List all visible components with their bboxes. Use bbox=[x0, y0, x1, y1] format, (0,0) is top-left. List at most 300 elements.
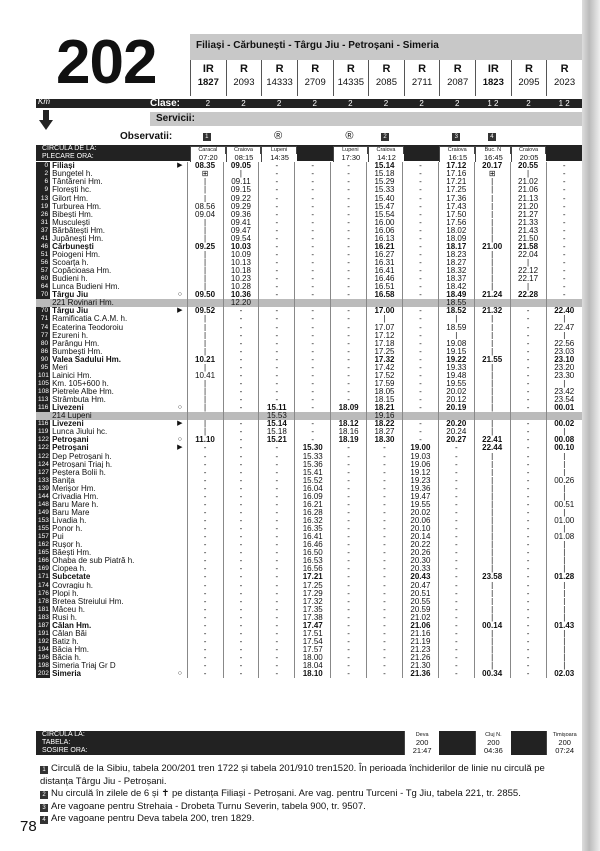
time-cell: 17.56 bbox=[438, 218, 474, 226]
time-cell: | bbox=[187, 388, 223, 396]
km-marker: 74 bbox=[36, 323, 50, 331]
station-marker-icon bbox=[173, 517, 187, 525]
class-value: 2 bbox=[383, 99, 389, 108]
train-number: 14335 bbox=[337, 77, 365, 88]
station-row bbox=[36, 662, 582, 670]
note-mark-icon: 2 bbox=[40, 791, 48, 799]
time-cell: 18.04 bbox=[295, 662, 331, 670]
station-row bbox=[36, 589, 582, 597]
time-cell bbox=[187, 299, 223, 307]
to-label: CIRCULA LA: bbox=[42, 731, 85, 738]
train-column-5 bbox=[368, 60, 404, 96]
time-cell: 16.41 bbox=[295, 533, 331, 541]
time-cell: - bbox=[367, 533, 403, 541]
time-cell: 09.15 bbox=[223, 186, 259, 194]
time-cell: | bbox=[474, 646, 510, 654]
class-value: 1 2 bbox=[487, 99, 499, 108]
time-cell: 17.18 bbox=[367, 339, 403, 347]
time-cell: | bbox=[187, 331, 223, 339]
time-cell: | bbox=[510, 170, 546, 178]
time-cell: | bbox=[474, 557, 510, 565]
km-marker: 119 bbox=[38, 428, 49, 436]
time-cell: | bbox=[546, 485, 582, 493]
time-cell: | bbox=[546, 597, 582, 605]
time-cell: - bbox=[438, 533, 474, 541]
train-category: R bbox=[453, 63, 462, 75]
km-marker: 86 bbox=[36, 347, 50, 355]
time-cell: - bbox=[367, 614, 403, 622]
note-mark-icon: 4 bbox=[40, 816, 48, 824]
destination-station: Deva bbox=[404, 731, 440, 739]
time-cell: - bbox=[438, 452, 474, 460]
time-cell: - bbox=[402, 275, 438, 283]
station-name: Covragiu h. bbox=[52, 581, 94, 590]
time-cell: - bbox=[331, 614, 367, 622]
time-cell: | bbox=[474, 589, 510, 597]
time-cell: - bbox=[259, 372, 295, 380]
station-name: Bibești Hm. bbox=[52, 210, 93, 219]
time-cell: 20.27 bbox=[438, 436, 474, 444]
time-cell: - bbox=[546, 251, 582, 259]
station-name: Merișor Hm. bbox=[52, 484, 96, 493]
time-cell: 16.50 bbox=[295, 549, 331, 557]
station-row bbox=[36, 291, 582, 299]
time-cell: | bbox=[546, 380, 582, 388]
time-cell: 17.43 bbox=[438, 202, 474, 210]
time-cell: - bbox=[367, 468, 403, 476]
km-marker: 90 bbox=[36, 356, 50, 364]
time-cell: | bbox=[510, 259, 546, 267]
time-cell: - bbox=[510, 396, 546, 404]
time-cell: | bbox=[187, 396, 223, 404]
time-cell: 01.28 bbox=[546, 573, 582, 581]
time-cell: - bbox=[223, 597, 259, 605]
time-cell: 12.20 bbox=[223, 299, 259, 307]
time-cell: - bbox=[223, 501, 259, 509]
time-cell: 10.18 bbox=[223, 267, 259, 275]
time-cell: - bbox=[187, 630, 223, 638]
km-marker: 116 bbox=[38, 420, 49, 428]
time-cell: 18.55 bbox=[438, 299, 474, 307]
observation-note-icon: 2 bbox=[381, 133, 389, 141]
time-cell: - bbox=[402, 227, 438, 235]
departure-label: PLECARE ORA: bbox=[42, 153, 94, 160]
time-cell: 20.47 bbox=[402, 581, 438, 589]
time-cell: - bbox=[402, 380, 438, 388]
observation-note-icon: 4 bbox=[488, 133, 496, 141]
time-cell: - bbox=[331, 315, 367, 323]
time-cell: | bbox=[223, 170, 259, 178]
time-cell: - bbox=[187, 662, 223, 670]
time-cell: 10.36 bbox=[223, 291, 259, 299]
time-cell: - bbox=[367, 557, 403, 565]
timetable bbox=[36, 162, 582, 678]
origin-station: Craiova bbox=[511, 146, 547, 155]
station-name: Crivadia Hm. bbox=[52, 492, 99, 501]
station-marker-icon bbox=[173, 372, 187, 380]
time-cell: - bbox=[331, 323, 367, 331]
time-cell: - bbox=[223, 614, 259, 622]
time-cell: | bbox=[546, 315, 582, 323]
train-category: R bbox=[382, 63, 391, 75]
km-marker: 198 bbox=[38, 662, 49, 670]
km-marker: 127 bbox=[38, 468, 49, 476]
km-marker: 178 bbox=[38, 597, 49, 605]
time-cell: 21.43 bbox=[510, 227, 546, 235]
station-row bbox=[36, 404, 582, 412]
km-marker: 148 bbox=[38, 500, 49, 508]
station-row bbox=[36, 339, 582, 347]
time-cell: - bbox=[331, 460, 367, 468]
station-name: Peștera Bolii h. bbox=[52, 468, 106, 477]
time-cell: - bbox=[510, 509, 546, 517]
km-marker: 70 bbox=[36, 307, 50, 315]
km-marker: 37 bbox=[36, 227, 50, 235]
time-cell: | bbox=[474, 315, 510, 323]
station-name: Simeria Triaj Gr D bbox=[52, 661, 116, 670]
time-cell: - bbox=[187, 468, 223, 476]
time-cell: - bbox=[510, 630, 546, 638]
time-cell: - bbox=[367, 517, 403, 525]
time-cell: - bbox=[259, 210, 295, 218]
time-cell: - bbox=[402, 243, 438, 251]
time-cell: - bbox=[331, 202, 367, 210]
station-name: Turburea Hm. bbox=[52, 202, 102, 211]
time-cell: 17.16 bbox=[438, 170, 474, 178]
station-marker-icon: ○ bbox=[177, 291, 182, 299]
station-row bbox=[36, 573, 582, 581]
km-marker bbox=[36, 299, 50, 307]
time-cell: - bbox=[331, 662, 367, 670]
time-cell: - bbox=[438, 501, 474, 509]
time-cell: 16.35 bbox=[295, 525, 331, 533]
time-cell: | bbox=[546, 468, 582, 476]
train-number: 2709 bbox=[304, 77, 326, 88]
time-cell: - bbox=[367, 476, 403, 484]
time-cell: 09.29 bbox=[223, 202, 259, 210]
station-name: Florești hc. bbox=[52, 186, 92, 195]
class-value: 2 bbox=[526, 99, 531, 108]
time-cell: | bbox=[546, 630, 582, 638]
time-cell: | bbox=[474, 396, 510, 404]
station-marker-icon bbox=[173, 509, 187, 517]
km-marker: 80 bbox=[36, 339, 50, 347]
km-marker: 56 bbox=[36, 259, 50, 267]
time-cell: - bbox=[402, 307, 438, 315]
time-cell: 16.31 bbox=[367, 259, 403, 267]
time-cell: - bbox=[295, 380, 331, 388]
time-cell: - bbox=[438, 622, 474, 630]
station-name: Bumbești Hm. bbox=[52, 347, 103, 356]
station-name: Ciopea h. bbox=[52, 565, 87, 574]
time-cell: 16.46 bbox=[295, 541, 331, 549]
class-value: 2 bbox=[348, 99, 353, 108]
station-marker-icon bbox=[173, 428, 187, 436]
time-cell: 21.33 bbox=[510, 218, 546, 226]
time-cell: - bbox=[402, 202, 438, 210]
time-cell: - bbox=[510, 364, 546, 372]
time-cell: - bbox=[438, 493, 474, 501]
km-marker: 124 bbox=[38, 460, 49, 468]
station-row bbox=[36, 654, 582, 662]
station-row bbox=[36, 468, 582, 476]
station-name: Livadia h. bbox=[52, 516, 87, 525]
observations-label: Observatii: bbox=[120, 131, 173, 142]
time-cell: | bbox=[546, 557, 582, 565]
time-cell: - bbox=[223, 605, 259, 613]
time-cell: - bbox=[367, 670, 403, 678]
time-cell: - bbox=[259, 307, 295, 315]
km-marker: 6 bbox=[36, 178, 50, 186]
train-category: R bbox=[524, 63, 533, 75]
station-row bbox=[36, 509, 582, 517]
time-cell: - bbox=[223, 565, 259, 573]
station-name: Bretea Streiului Hm. bbox=[52, 597, 124, 606]
arrival-time: 07:24 bbox=[546, 747, 582, 755]
time-cell: - bbox=[259, 662, 295, 670]
station-marker-icon bbox=[173, 460, 187, 468]
notes bbox=[40, 763, 580, 826]
station-name: Lunca Jiului hc. bbox=[52, 428, 108, 437]
time-cell: | bbox=[546, 589, 582, 597]
time-cell: - bbox=[295, 227, 331, 235]
km-marker: 0 bbox=[36, 162, 50, 170]
station-name: Valea Sadului Hm. bbox=[52, 355, 122, 364]
time-cell: 17.21 bbox=[295, 573, 331, 581]
time-cell: 18.15 bbox=[367, 396, 403, 404]
note-text: Circulă de la Sibiu, tabela 200/201 tren 1722 și tabela 201/910 tren1520. În perioada închiderilor de linie nu circulă pe distanța Târgu Jiu - Petroșani. bbox=[40, 763, 545, 787]
station-marker-icon bbox=[173, 605, 187, 613]
time-cell: - bbox=[295, 347, 331, 355]
time-cell: - bbox=[438, 509, 474, 517]
time-cell: 10.03 bbox=[223, 243, 259, 251]
station-name: Baru Mare bbox=[52, 508, 90, 517]
time-cell: | bbox=[187, 364, 223, 372]
time-cell: - bbox=[187, 646, 223, 654]
time-cell: 16.27 bbox=[367, 251, 403, 259]
station-name: Tântăreni Hm. bbox=[52, 178, 103, 187]
time-cell: - bbox=[259, 589, 295, 597]
time-cell: 15.54 bbox=[367, 210, 403, 218]
time-cell: - bbox=[259, 509, 295, 517]
time-cell: - bbox=[259, 275, 295, 283]
station-name: Târgu Jiu bbox=[52, 307, 89, 316]
time-cell: 17.00 bbox=[367, 307, 403, 315]
time-cell: - bbox=[187, 541, 223, 549]
time-cell: - bbox=[295, 331, 331, 339]
time-cell: - bbox=[331, 670, 367, 678]
station-marker-icon bbox=[173, 259, 187, 267]
route-title: Filiași - Cărbunești - Târgu Jiu - Petroșani - Simeria bbox=[190, 34, 582, 60]
km-marker: 9 bbox=[36, 186, 50, 194]
time-cell: 18.12 bbox=[331, 420, 367, 428]
time-cell: - bbox=[367, 525, 403, 533]
time-cell: - bbox=[259, 452, 295, 460]
time-cell: - bbox=[402, 210, 438, 218]
km-marker: 144 bbox=[38, 492, 49, 500]
time-cell: - bbox=[259, 331, 295, 339]
time-cell: | bbox=[474, 186, 510, 194]
time-cell: - bbox=[402, 194, 438, 202]
departure-time: 20:05 bbox=[511, 154, 547, 162]
km-marker: 181 bbox=[38, 605, 49, 613]
time-cell: - bbox=[367, 549, 403, 557]
time-cell: 19.55 bbox=[438, 380, 474, 388]
time-cell: 18.05 bbox=[367, 388, 403, 396]
km-marker: 60 bbox=[36, 275, 50, 283]
time-cell: - bbox=[187, 460, 223, 468]
train-category: R bbox=[346, 63, 355, 75]
time-cell: 23.30 bbox=[546, 372, 582, 380]
time-cell: | bbox=[546, 605, 582, 613]
time-cell: 20.02 bbox=[438, 388, 474, 396]
time-cell bbox=[438, 412, 474, 420]
time-cell: 17.29 bbox=[295, 589, 331, 597]
station-row bbox=[36, 581, 582, 589]
km-marker: 153 bbox=[38, 517, 49, 525]
time-cell: - bbox=[510, 533, 546, 541]
time-cell: 21.06 bbox=[510, 186, 546, 194]
time-cell: 10.13 bbox=[223, 259, 259, 267]
time-cell: | bbox=[546, 565, 582, 573]
time-cell: | bbox=[474, 218, 510, 226]
time-cell: - bbox=[259, 315, 295, 323]
time-cell: 19.15 bbox=[438, 347, 474, 355]
station-name: Pui bbox=[52, 532, 64, 541]
time-cell: - bbox=[510, 581, 546, 589]
time-cell: | bbox=[546, 525, 582, 533]
km-marker: 176 bbox=[38, 589, 49, 597]
time-cell: - bbox=[546, 291, 582, 299]
time-cell: 08.35 bbox=[187, 162, 223, 170]
time-cell: - bbox=[295, 428, 331, 436]
time-cell: 17.25 bbox=[438, 186, 474, 194]
time-cell: - bbox=[295, 388, 331, 396]
station-name: Cărbunești bbox=[52, 242, 94, 251]
km-marker: 26 bbox=[36, 210, 50, 218]
time-cell: - bbox=[223, 388, 259, 396]
table-number: 200 bbox=[546, 739, 582, 747]
train-column-8 bbox=[475, 60, 511, 96]
time-cell: 22.04 bbox=[510, 251, 546, 259]
time-cell: - bbox=[331, 525, 367, 533]
station-marker-icon bbox=[173, 347, 187, 355]
class-value: 2 bbox=[205, 99, 211, 108]
time-cell: - bbox=[187, 605, 223, 613]
km-marker: 174 bbox=[38, 581, 49, 589]
time-cell: - bbox=[331, 307, 367, 315]
note-item bbox=[40, 788, 580, 801]
time-cell: - bbox=[510, 541, 546, 549]
time-cell: - bbox=[510, 654, 546, 662]
time-cell: - bbox=[295, 251, 331, 259]
time-cell: 18.30 bbox=[367, 436, 403, 444]
time-cell: - bbox=[510, 557, 546, 565]
time-cell: 15.53 bbox=[259, 412, 295, 420]
station-name: Budieni h. bbox=[52, 274, 88, 283]
time-cell: - bbox=[510, 347, 546, 355]
time-cell: 17.42 bbox=[367, 364, 403, 372]
time-cell: - bbox=[331, 227, 367, 235]
note-text: Are vagoane pentru Deva tabela 200, tren 1829. bbox=[51, 813, 255, 824]
class-value: 2 bbox=[276, 99, 282, 108]
time-cell: 09.36 bbox=[223, 210, 259, 218]
time-cell: - bbox=[259, 396, 295, 404]
station-name: Băcia Hm. bbox=[52, 645, 89, 654]
time-cell: 16.28 bbox=[295, 509, 331, 517]
station-marker-icon bbox=[173, 501, 187, 509]
time-cell: | bbox=[187, 323, 223, 331]
time-cell: - bbox=[402, 388, 438, 396]
time-cell: 22.12 bbox=[510, 267, 546, 275]
station-row bbox=[36, 638, 582, 646]
train-category: R bbox=[560, 63, 569, 75]
time-cell: - bbox=[402, 420, 438, 428]
time-cell: ⊞ bbox=[474, 170, 510, 178]
km-marker: 166 bbox=[38, 557, 49, 565]
train-header-row bbox=[190, 60, 582, 96]
time-cell bbox=[367, 299, 403, 307]
time-cell: - bbox=[331, 622, 367, 630]
km-marker: 116 bbox=[38, 404, 49, 412]
station-name: Măceu h. bbox=[52, 605, 85, 614]
time-cell: - bbox=[367, 622, 403, 630]
time-cell: - bbox=[259, 202, 295, 210]
time-cell: - bbox=[438, 460, 474, 468]
time-cell: - bbox=[438, 630, 474, 638]
time-cell: - bbox=[187, 557, 223, 565]
train-column-3 bbox=[297, 60, 333, 96]
time-cell: | bbox=[474, 638, 510, 646]
station-row bbox=[36, 396, 582, 404]
station-name: Bungetel h. bbox=[52, 170, 93, 179]
time-cell: | bbox=[474, 525, 510, 533]
time-cell: - bbox=[259, 388, 295, 396]
station-marker-icon bbox=[173, 364, 187, 372]
time-cell: - bbox=[510, 501, 546, 509]
time-cell: | bbox=[474, 202, 510, 210]
departure-time: 07:20 bbox=[190, 154, 226, 162]
time-cell: - bbox=[331, 396, 367, 404]
time-cell: - bbox=[331, 557, 367, 565]
time-cell: - bbox=[510, 589, 546, 597]
time-cell: 09.47 bbox=[223, 227, 259, 235]
time-cell: - bbox=[367, 646, 403, 654]
time-cell: - bbox=[331, 162, 367, 170]
time-cell: 21.06 bbox=[402, 622, 438, 630]
time-cell: - bbox=[223, 589, 259, 597]
station-marker-icon: ○ bbox=[177, 670, 182, 678]
time-cell: - bbox=[438, 589, 474, 597]
time-cell: - bbox=[510, 436, 546, 444]
time-cell: 19.23 bbox=[402, 476, 438, 484]
time-cell: - bbox=[331, 565, 367, 573]
arrival-time: 21:47 bbox=[404, 747, 440, 755]
time-cell: | bbox=[474, 597, 510, 605]
time-cell: - bbox=[187, 549, 223, 557]
station-name: Batiz h. bbox=[52, 637, 79, 646]
time-cell: - bbox=[331, 444, 367, 452]
time-cell: | bbox=[187, 347, 223, 355]
station-row bbox=[36, 541, 582, 549]
station-marker-icon bbox=[173, 533, 187, 541]
station-row bbox=[36, 493, 582, 501]
station-row bbox=[36, 605, 582, 613]
time-cell: 15.33 bbox=[367, 186, 403, 194]
time-cell: - bbox=[510, 428, 546, 436]
time-cell: - bbox=[510, 452, 546, 460]
time-cell: | bbox=[474, 178, 510, 186]
